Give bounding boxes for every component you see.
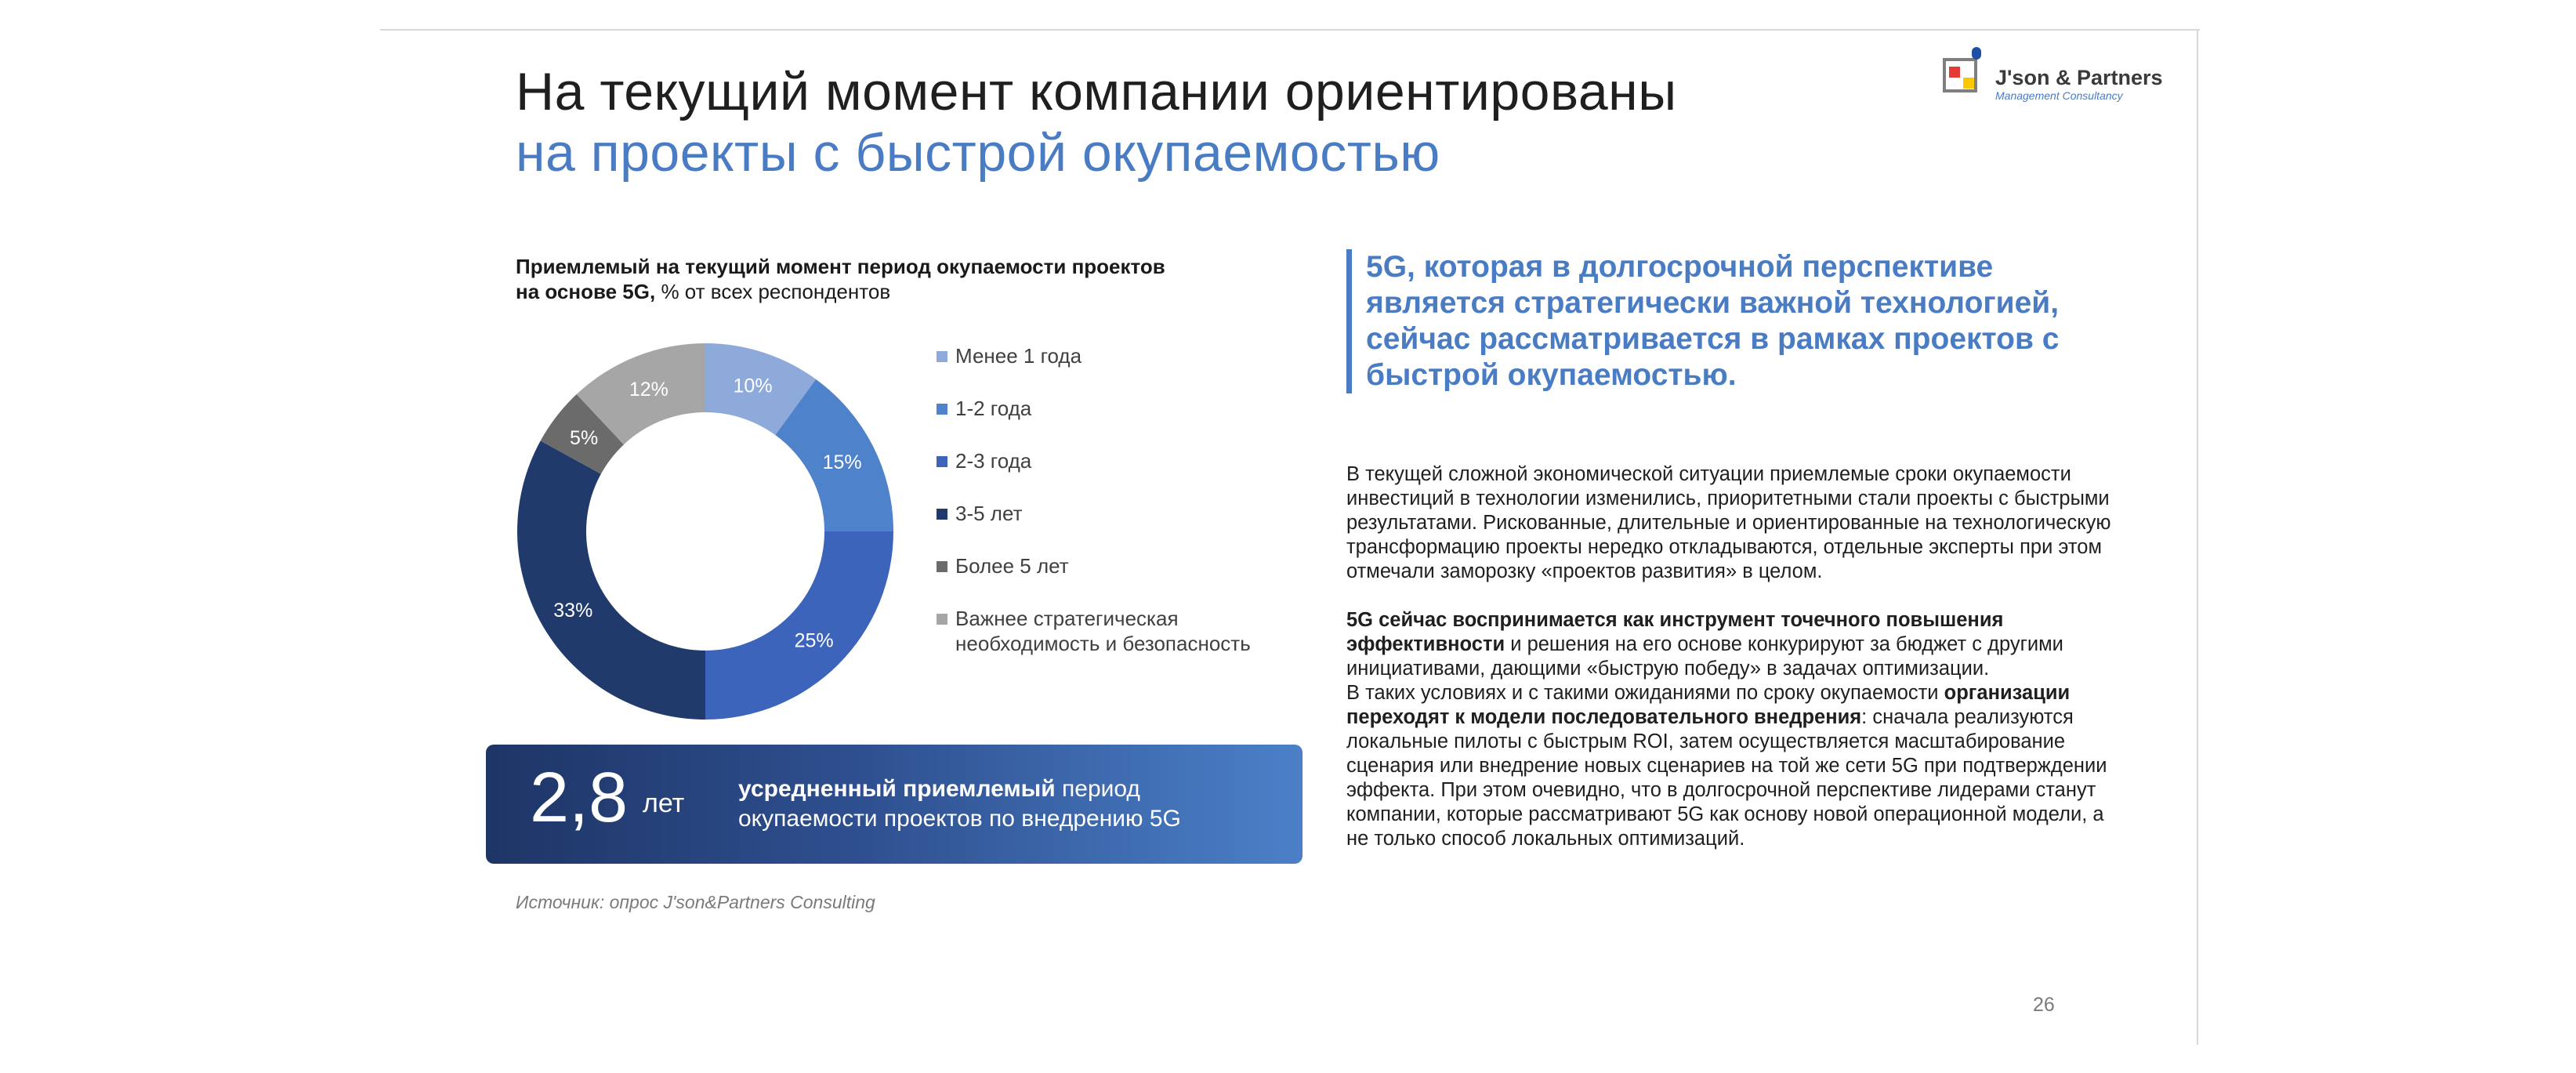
legend-label: Более 5 лет	[955, 554, 1069, 578]
logo-tagline: Management Consultancy	[1995, 89, 2123, 102]
slide-title	[516, 61, 1677, 183]
summary-banner	[486, 745, 1302, 864]
donut-slice-label: 10%	[733, 375, 773, 397]
legend-swatch	[937, 614, 947, 625]
slide-right-border	[2197, 29, 2198, 1045]
chart-title-line-2: на основе 5G,	[516, 280, 656, 303]
donut-slice-label: 33%	[553, 599, 593, 622]
legend-label: 2-3 года	[955, 449, 1032, 473]
body-paragraph-2	[1346, 608, 2114, 681]
body-p2-rest: и решения на его основе конкурируют за бюджет с другими инициативами, дающими «быструю победу» в задачах оптимизации.	[1346, 633, 2063, 680]
body-text	[1346, 462, 2114, 851]
summary-desc-bold: усредненный приемлемый	[738, 776, 1056, 802]
legend-label: Менее 1 года	[955, 344, 1082, 368]
legend-swatch	[937, 509, 947, 520]
donut-slice-label: 12%	[629, 378, 668, 401]
page-number: 26	[2033, 994, 2055, 1016]
legend-swatch	[937, 561, 947, 572]
body-p3-start: В таких условиях и с такими ожиданиями по сроку окупаемости	[1346, 682, 1944, 704]
legend-item	[937, 343, 1316, 368]
body-paragraph-3	[1346, 681, 2114, 851]
title-line-2: на проекты с быстрой окупаемостью	[516, 123, 1440, 183]
chart-subtitle: % от всех респондентов	[655, 280, 891, 303]
legend-item	[937, 396, 1316, 421]
company-logo	[1942, 39, 2177, 110]
chart-title-line-1: Приемлемый на текущий момент период окупаемости проектов	[516, 255, 1165, 278]
body-p3-bold: организации переходят к модели последовательного внедрения	[1346, 682, 2071, 728]
body-p2-bold: 5G сейчас воспринимается как инструмент точечного повышения эффективности	[1346, 609, 2004, 655]
chart-legend	[937, 343, 1316, 683]
body-p3-rest: : сначала реализуются локальные пилоты с быстрым ROI, затем осуществляется масштабирование сценария или внедрение новых сценариев на той же сети 5G при подтверждении эффекта. При этом очевидно, что в долгосрочной перспективе лидерами станут компании, которые рассматривают 5G как основу новой операционной модели, а не только способ локальных оптимизаций.	[1346, 706, 2107, 850]
donut-slice-label: 5%	[570, 426, 599, 449]
legend-swatch	[937, 351, 947, 362]
logo-mark-icon	[1942, 42, 1994, 99]
legend-label: Важнее стратегическая необходимость и безопасность	[955, 607, 1251, 655]
legend-item	[937, 448, 1316, 473]
logo-brand-text: J'son & Partners	[1995, 66, 2163, 89]
donut-slice	[517, 440, 705, 720]
legend-swatch	[937, 456, 947, 467]
summary-description	[738, 774, 1255, 834]
legend-item	[937, 606, 1316, 656]
donut-slice-label: 25%	[794, 629, 834, 652]
legend-item	[937, 501, 1316, 526]
donut-slice-label: 15%	[822, 451, 862, 474]
summary-unit: лет	[643, 788, 685, 818]
key-quote: 5G, которая в долгосрочной перспективе является стратегически важной технологией, сейчас рассматривается в рамках проектов с быстрой окупаемостью.	[1346, 249, 2118, 393]
slide-top-border	[380, 29, 2200, 31]
source-note: Источник: опрос J'son&Partners Consulting	[516, 892, 875, 912]
legend-swatch	[937, 404, 947, 415]
legend-item	[937, 553, 1316, 578]
legend-label: 3-5 лет	[955, 502, 1023, 525]
body-paragraph-1: В текущей сложной экономической ситуации приемлемые сроки окупаемости инвестиций в технологии изменились, приоритетными стали проекты с быстрыми результатами. Рискованные, длительные и ориентированные на технологическую трансформацию проекты нередко откладываются, отдельные эксперты при этом отмечали заморозку «проектов развития» в целом.	[1346, 463, 2111, 582]
donut-chart	[502, 328, 909, 735]
title-line-1: На текущий момент компании ориентированы	[516, 62, 1677, 121]
summary-value: 2,8	[530, 759, 629, 837]
summary-desc-rest: период окупаемости проектов по внедрению 5G	[738, 776, 1181, 832]
donut-slice	[705, 531, 893, 720]
chart-title	[516, 254, 1299, 304]
legend-label: 1-2 года	[955, 397, 1032, 420]
